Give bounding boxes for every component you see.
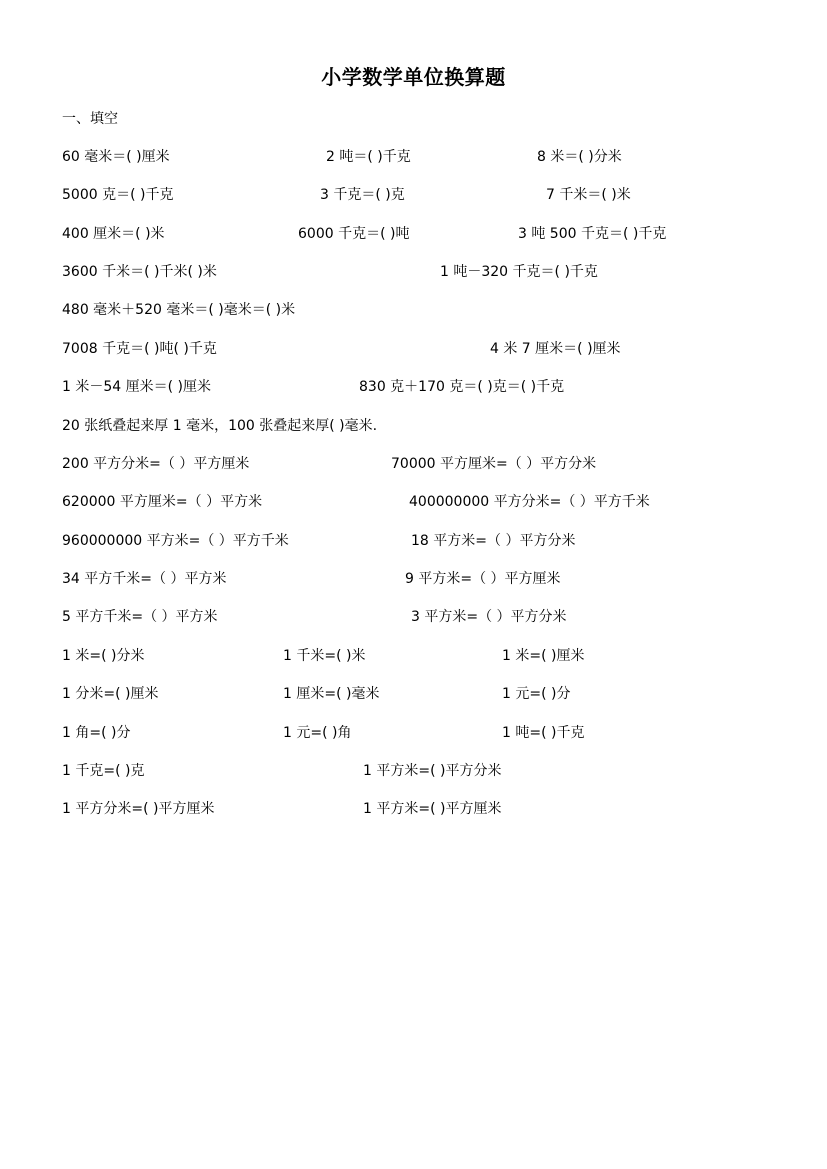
exercise-row: [0, 185, 827, 205]
exercise-row: [0, 569, 827, 589]
exercise-item: 400000000 平方分米=（ ）平方千米: [409, 494, 650, 510]
page-title: 小学数学单位换算题: [321, 65, 506, 89]
exercise-item: 1 元=( )角: [283, 725, 352, 741]
exercise-item: 3 平方米=（ ）平方分米: [411, 609, 567, 625]
exercise-item: 9 平方米=（ ）平方厘米: [405, 571, 561, 587]
exercise-item: 60 毫米＝( )厘米: [62, 149, 170, 165]
exercise-item: 1 米=( )厘米: [502, 648, 585, 664]
exercise-row: [0, 377, 827, 397]
exercise-item: 7008 千克＝( )吨( )千克: [62, 341, 217, 357]
exercise-item: 18 平方米=（ ）平方分米: [411, 533, 576, 549]
exercise-item: 4 米 7 厘米＝( )厘米: [490, 341, 621, 357]
exercise-row: [0, 531, 827, 551]
exercise-item: 1 米=( )分米: [62, 648, 145, 664]
exercise-item: 1 千米=( )米: [283, 648, 366, 664]
exercise-row: [0, 147, 827, 167]
exercise-item: 830 克＋170 克＝( )克＝( )千克: [359, 379, 565, 395]
exercise-item: 1 平方分米=( )平方厘米: [62, 801, 215, 817]
exercise-item: 1 平方米=( )平方厘米: [363, 801, 502, 817]
exercise-row: [0, 416, 827, 436]
exercise-item: 480 毫米＋520 毫米＝( )毫米＝( )米: [62, 302, 296, 318]
exercise-item: 620000 平方厘米=（ ）平方米: [62, 494, 263, 510]
exercise-row: [0, 339, 827, 359]
exercise-item: 3 千克＝( )克: [320, 187, 405, 203]
exercise-item: 7 千米＝( )米: [546, 187, 631, 203]
exercise-item: 70000 平方厘米=（ ）平方分米: [391, 456, 597, 472]
exercise-item: 200 平方分米=（ ）平方厘米: [62, 456, 250, 472]
exercise-row: [0, 723, 827, 743]
exercise-item: 6000 千克＝( )吨: [298, 226, 410, 242]
exercise-item: 960000000 平方米=（ ）平方千米: [62, 533, 289, 549]
exercise-row: [0, 454, 827, 474]
exercise-row: [0, 761, 827, 781]
exercise-item: 5000 克＝( )千克: [62, 187, 174, 203]
exercise-item: 1 吨－320 千克＝( )千克: [440, 264, 598, 280]
exercise-row: [0, 646, 827, 666]
exercise-item: 5 平方千米=（ ）平方米: [62, 609, 218, 625]
exercise-item: 1 厘米=( )毫米: [283, 686, 380, 702]
exercise-row: [0, 224, 827, 244]
exercise-item: 1 米－54 厘米＝( )厘米: [62, 379, 211, 395]
exercise-item: 20 张纸叠起来厚 1 毫米，100 张叠起来厚( )毫米.: [62, 418, 378, 434]
exercise-item: 2 吨＝( )千克: [326, 149, 411, 165]
exercise-item: 1 千克=( )克: [62, 763, 145, 779]
exercise-item: 1 吨=( )千克: [502, 725, 585, 741]
exercise-row: [0, 607, 827, 627]
exercise-item: 1 分米=( )厘米: [62, 686, 159, 702]
exercise-row: [0, 300, 827, 320]
section-heading: 一、填空: [62, 111, 118, 127]
exercise-item: 1 元=( )分: [502, 686, 571, 702]
exercise-row: [0, 684, 827, 704]
exercise-item: 3 吨 500 千克＝( )千克: [518, 226, 667, 242]
exercise-row: [0, 262, 827, 282]
exercise-row: [0, 799, 827, 819]
exercise-item: 400 厘米＝( )米: [62, 226, 165, 242]
exercise-item: 1 平方米=( )平方分米: [363, 763, 502, 779]
exercise-item: 8 米＝( )分米: [537, 149, 622, 165]
exercise-item: 34 平方千米=（ ）平方米: [62, 571, 227, 587]
exercise-item: 3600 千米＝( )千米( )米: [62, 264, 217, 280]
exercise-item: 1 角=( )分: [62, 725, 131, 741]
exercise-row: [0, 492, 827, 512]
